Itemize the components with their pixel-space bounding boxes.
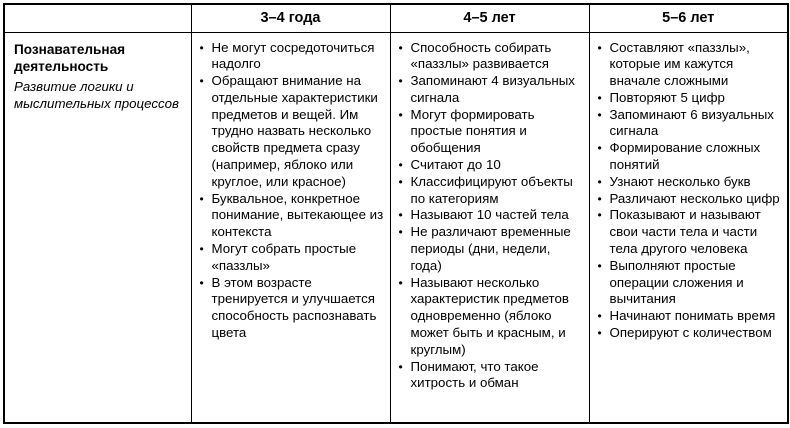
list-item-text: Называют 10 частей тела	[410, 207, 569, 223]
bullet-icon: •	[597, 40, 602, 55]
cell-age-3-4	[191, 32, 390, 423]
bullet-icon: •	[597, 326, 602, 341]
list-item	[598, 107, 783, 141]
list-item	[200, 40, 385, 74]
row-header-subtitle: Развитие логики и мыслительных процессов	[14, 78, 179, 111]
list-item-text: Составляют «паззлы», которые им кажутся вначале сложными	[609, 39, 750, 89]
list-item-text: Оперируют с количеством	[609, 325, 772, 341]
list-item	[598, 174, 783, 191]
list-item	[399, 174, 584, 208]
bullet-icon: •	[398, 359, 403, 374]
list-item-text: Считают до 10	[410, 157, 501, 173]
list-item-text: Могут собрать простые «паззлы»	[211, 241, 357, 273]
bullet-icon: •	[199, 275, 204, 290]
header-age-5-6: 5–6 лет	[589, 4, 788, 32]
header-age-3-4: 3–4 года	[191, 4, 390, 32]
bullet-list-age-3-4	[200, 40, 385, 342]
bullet-icon: •	[398, 174, 403, 189]
cell-age-5-6	[589, 32, 788, 423]
header-age-4-5: 4–5 лет	[390, 4, 589, 32]
list-item-text: Различают несколько цифр	[609, 190, 780, 206]
bullet-icon: •	[398, 40, 403, 55]
cell-age-4-5	[390, 32, 589, 423]
list-item-text: Понимают, что такое хитрость и обман	[410, 358, 539, 391]
list-item	[399, 107, 584, 157]
bullet-icon: •	[199, 74, 204, 89]
list-item	[598, 308, 783, 325]
bullet-icon: •	[398, 74, 403, 89]
list-item	[598, 207, 783, 257]
list-item-text: Узнают несколько букв	[609, 173, 751, 189]
list-item	[598, 90, 783, 107]
body-row	[4, 32, 788, 423]
bullet-icon: •	[398, 225, 403, 240]
list-item-text: В этом возрасте тренируется и улучшается способность распознавать цвета	[211, 274, 377, 341]
list-item	[399, 73, 584, 107]
bullet-icon: •	[597, 309, 602, 324]
list-item-text: Запоминают 4 визуальных сигнала	[410, 73, 575, 105]
development-table	[3, 3, 789, 424]
bullet-icon: •	[597, 141, 602, 156]
list-item-text: Обращают внимание на отдельные характеристики предметов и вещей. Им трудно назвать несколько свойств предмета сразу (например, яблоко или круглое, или красное)	[211, 73, 378, 189]
list-item-text: Выполняют простые операции сложения и вычитания	[609, 257, 744, 307]
list-item	[200, 191, 385, 241]
bullet-icon: •	[597, 90, 602, 105]
bullet-list-age-5-6	[598, 40, 783, 342]
list-item	[399, 157, 584, 174]
list-item-text: Не могут сосредоточиться надолго	[211, 39, 375, 72]
list-item	[399, 224, 584, 274]
list-item-text: Не различают временные периоды (дни, недели, года)	[410, 224, 571, 273]
list-item-text: Называют несколько характеристик предметов одновременно (яблоко может быть и красным, и круглым)	[410, 274, 569, 357]
bullet-icon: •	[199, 191, 204, 206]
row-header-cell	[4, 32, 191, 423]
bullet-icon: •	[398, 275, 403, 290]
list-item	[598, 40, 783, 90]
header-row	[4, 4, 788, 32]
list-item	[598, 325, 783, 342]
bullet-icon: •	[398, 208, 403, 223]
bullet-icon: •	[597, 191, 602, 206]
list-item	[399, 207, 584, 224]
list-item-text: Могут формировать простые понятия и обобщения	[410, 106, 535, 156]
bullet-icon: •	[597, 107, 602, 122]
list-item-text: Формирование сложных понятий	[609, 140, 761, 173]
list-item	[200, 275, 385, 342]
bullet-icon: •	[597, 208, 602, 223]
list-item	[399, 275, 584, 359]
bullet-icon: •	[597, 174, 602, 189]
bullet-icon: •	[398, 107, 403, 122]
list-item	[399, 40, 584, 74]
list-item-text: Способность собирать «паззлы» развивается	[410, 39, 552, 72]
bullet-icon: •	[199, 40, 204, 55]
list-item-text: Буквальное, конкретное понимание, вытекающее из контекста	[211, 190, 384, 240]
list-item	[200, 241, 385, 275]
list-item	[598, 191, 783, 208]
bullet-list-age-4-5	[399, 40, 584, 393]
list-item-text: Повторяют 5 цифр	[609, 89, 725, 105]
list-item-text: Начинают понимать время	[609, 308, 776, 324]
list-item-text: Запоминают 6 визуальных сигнала	[609, 106, 774, 139]
bullet-icon: •	[398, 158, 403, 173]
row-header-title: Познавательная деятельность	[14, 41, 126, 74]
header-empty-cell	[4, 4, 191, 32]
bullet-icon: •	[597, 258, 602, 273]
list-item	[200, 73, 385, 191]
list-item	[598, 140, 783, 174]
list-item	[399, 359, 584, 393]
list-item-text: Классифицируют объекты по категориям	[410, 173, 573, 206]
list-item-text: Показывают и называют свои части тела и части тела другого человека	[609, 207, 761, 257]
bullet-icon: •	[199, 242, 204, 257]
list-item	[598, 258, 783, 308]
